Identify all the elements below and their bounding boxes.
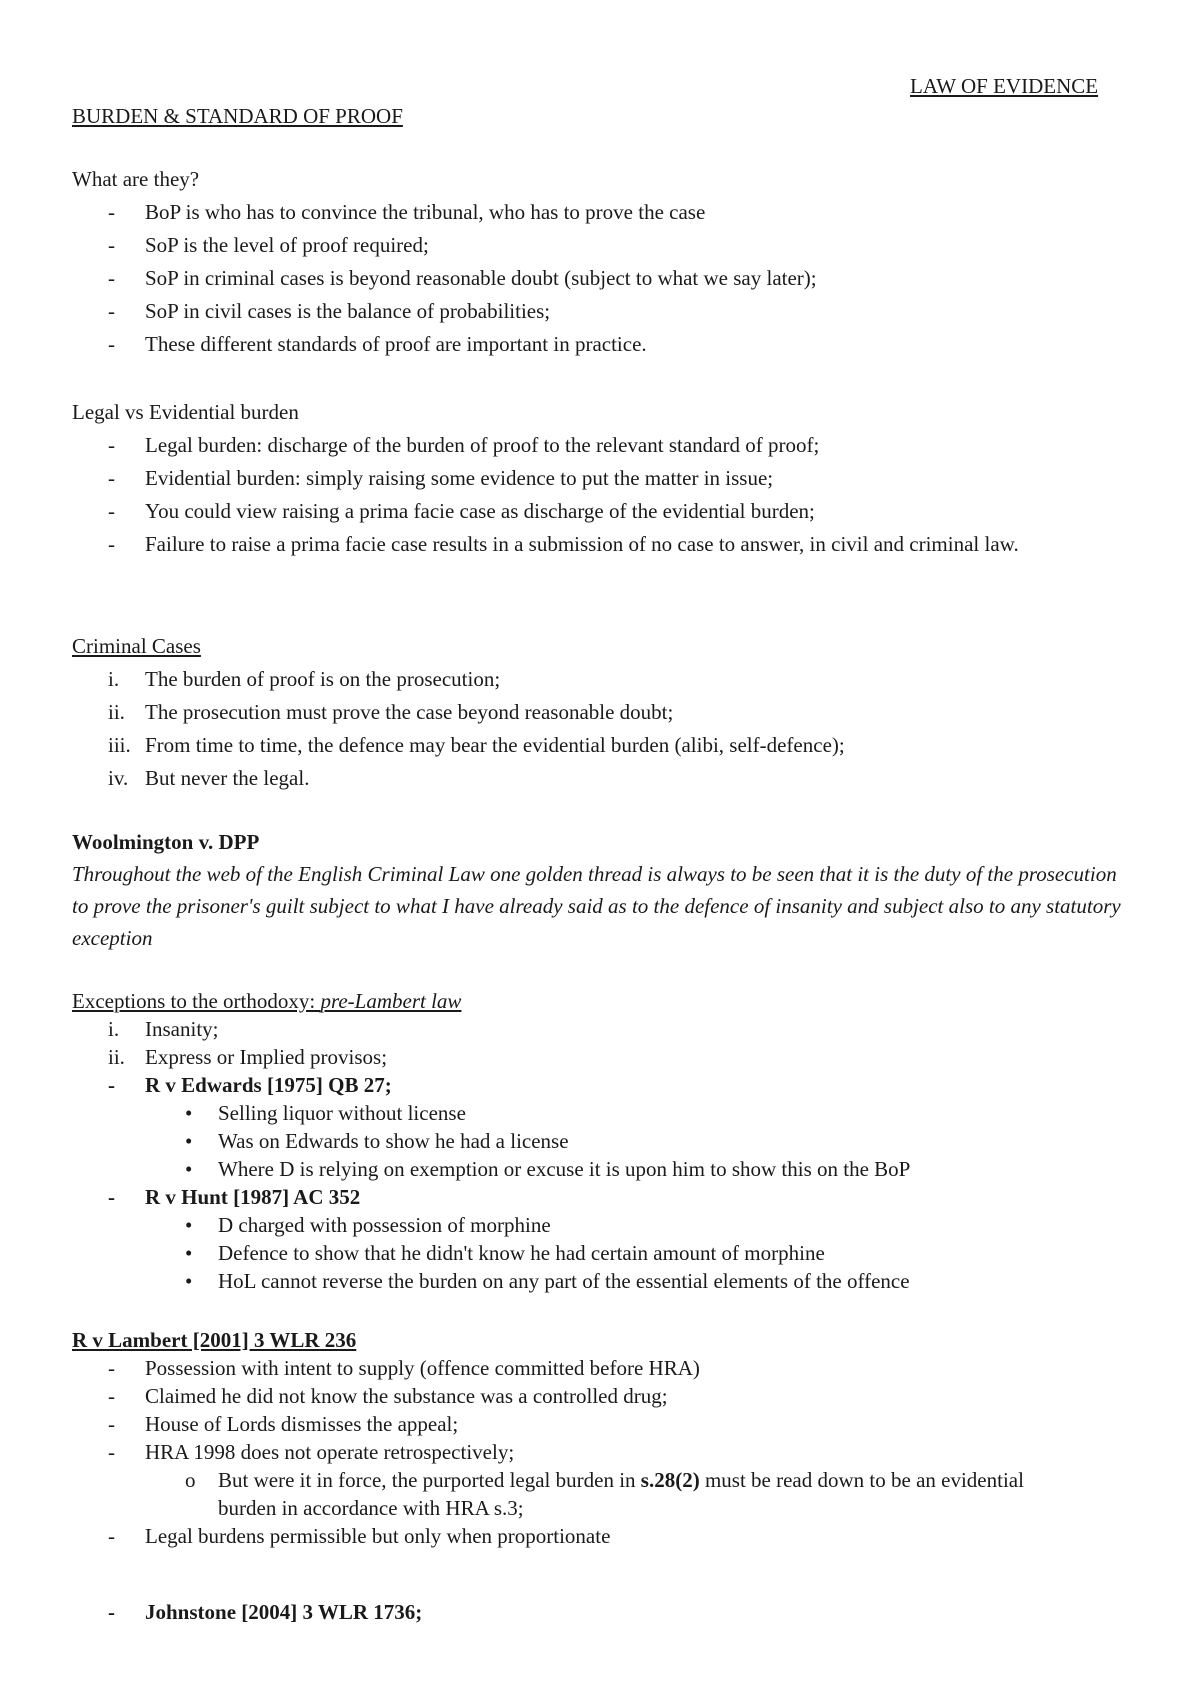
case-quote: Throughout the web of the English Criminal Law one golden thread is always to be seen that it is the duty of the prosecution to prove the prisoner's guilt subject to what I have already said as to the defence of insanity and subject also to any statutory exception	[72, 862, 1121, 950]
sub-bullet-item: o But were it in force, the purported legal burden in s.28(2) must be read down to be an evidential burden in accordance with HRA s.3;	[185, 1468, 1024, 1520]
list-item: ii. The prosecution must prove the case beyond reasonable doubt;	[108, 700, 674, 724]
legal-vs-evidential-section	[72, 396, 1132, 561]
list-item: - BoP is who has to convince the tribunal, who has to prove the case	[108, 200, 706, 224]
list-item: - Claimed he did not know the substance was a controlled drug;	[108, 1384, 668, 1408]
criminal-cases-label: Criminal Cases	[72, 634, 201, 658]
section-heading: BURDEN & STANDARD OF PROOF	[72, 104, 403, 128]
lambert-section	[72, 1326, 1132, 1550]
exceptions-section	[72, 987, 1132, 1295]
johnstone-section	[72, 1596, 1132, 1629]
bullet-item: • Was on Edwards to show he had a license	[185, 1129, 569, 1153]
case-title: Woolmington v. DPP	[72, 830, 260, 854]
woolmington-section	[72, 826, 1132, 954]
list-item: ii. Express or Implied provisos;	[108, 1045, 388, 1069]
list-item: - You could view raising a prima facie case as discharge of the evidential burden;	[108, 499, 815, 523]
list-item: - Legal burden: discharge of the burden of proof to the relevant standard of proof;	[108, 433, 820, 457]
bullet-item: • Defence to show that he didn't know he had certain amount of morphine	[185, 1241, 825, 1265]
list-item: - Failure to raise a prima facie case results in a submission of no case to answer, in civil and criminal law.	[108, 532, 1019, 556]
list-item: - SoP in criminal cases is beyond reasonable doubt (subject to what we say later);	[108, 266, 817, 290]
case-title: - Johnstone [2004] 3 WLR 1736;	[108, 1600, 423, 1624]
criminal-cases-section	[72, 630, 1132, 795]
list-item: - These different standards of proof are important in practice.	[108, 332, 647, 356]
bullet-item: • Where D is relying on exemption or excuse it is upon him to show this on the BoP	[185, 1157, 911, 1181]
list-item: - Evidential burden: simply raising some evidence to put the matter in issue;	[108, 466, 774, 490]
bullet-item: • Selling liquor without license	[185, 1101, 466, 1125]
what-are-they-section	[72, 163, 1132, 361]
what-are-they-label: What are they?	[72, 167, 200, 191]
list-item: iii. From time to time, the defence may bear the evidential burden (alibi, self-defence);	[108, 733, 845, 757]
list-item: iv. But never the legal.	[108, 766, 310, 790]
list-item: i. Insanity;	[108, 1017, 219, 1041]
case-title: - R v Edwards [1975] QB 27;	[108, 1073, 392, 1097]
list-item: - SoP is the level of proof required;	[108, 233, 429, 257]
list-item: - SoP in civil cases is the balance of probabilities;	[108, 299, 551, 323]
list-item: - Possession with intent to supply (offence committed before HRA)	[108, 1356, 700, 1380]
list-item: - House of Lords dismisses the appeal;	[108, 1412, 459, 1436]
case-title: R v Lambert [2001] 3 WLR 236	[72, 1328, 357, 1352]
list-item: - HRA 1998 does not operate retrospectively;	[108, 1440, 515, 1464]
exceptions-label: Exceptions to the orthodoxy: pre-Lambert law	[72, 989, 462, 1013]
bullet-item: • HoL cannot reverse the burden on any part of the essential elements of the offence	[185, 1269, 910, 1293]
bullet-item: • D charged with possession of morphine	[185, 1213, 551, 1237]
legal-vs-evidential-label: Legal vs Evidential burden	[72, 400, 299, 424]
list-item: - Legal burdens permissible but only when proportionate	[108, 1524, 611, 1548]
list-item: i. The burden of proof is on the prosecution;	[108, 667, 501, 691]
case-title: - R v Hunt [1987] AC 352	[108, 1185, 361, 1209]
document-title: LAW OF EVIDENCE	[910, 74, 1099, 98]
